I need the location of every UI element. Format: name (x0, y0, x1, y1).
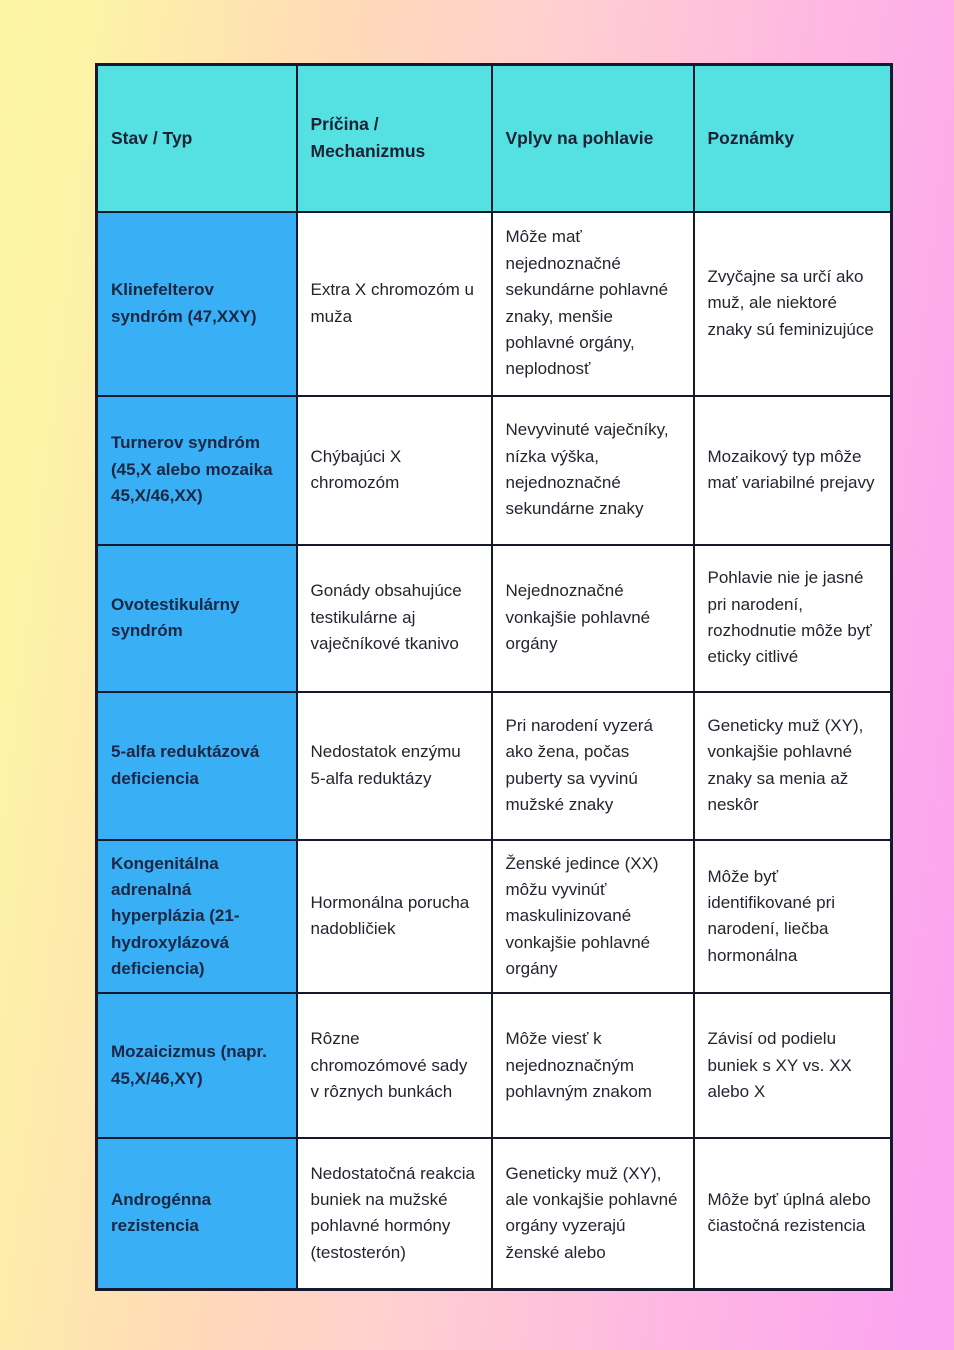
table-row (97, 840, 892, 994)
cell-vplyv: Pri narodení vyzerá ako žena, počas puberty sa vyvinú mužské znaky (492, 692, 694, 840)
cell-pricina: Rôzne chromozómové sady v rôznych bunkách (297, 993, 492, 1138)
cell-pricina: Chýbajúci X chromozóm (297, 396, 492, 545)
column-header-stav-typ: Stav / Typ (97, 65, 297, 212)
row-header-cell: Mozaicizmus (napr. 45,X/46,XY) (97, 993, 297, 1138)
row-header-cell: Androgénna rezistencia (97, 1138, 297, 1289)
cell-vplyv: Ženské jedince (XX) môžu vyvinúť maskulinizované vonkajšie pohlavné orgány (492, 840, 694, 994)
cell-vplyv: Nejednoznačné vonkajšie pohlavné orgány (492, 545, 694, 692)
cell-poznamky: Môže byť identifikované pri narodení, liečba hormonálna (694, 840, 892, 994)
cell-poznamky: Geneticky muž (XY), vonkajšie pohlavné znaky sa menia až neskôr (694, 692, 892, 840)
row-header-cell: 5-alfa reduktázová deficiencia (97, 692, 297, 840)
column-header-poznamky: Poznámky (694, 65, 892, 212)
row-header-cell: Turnerov syndróm (45,X alebo mozaika 45,X/46,XX) (97, 396, 297, 545)
cell-poznamky: Pohlavie nie je jasné pri narodení, rozhodnutie môže byť eticky citlivé (694, 545, 892, 692)
table-row (97, 692, 892, 840)
cell-poznamky: Mozaikový typ môže mať variabilné prejavy (694, 396, 892, 545)
column-header-pricina-mechanizmus: Príčina / Mechanizmus (297, 65, 492, 212)
conditions-table-container (95, 63, 890, 1286)
cell-poznamky: Závisí od podielu buniek s XY vs. XX alebo X (694, 993, 892, 1138)
table-row (97, 545, 892, 692)
dsd-conditions-table (95, 63, 893, 1291)
row-header-cell: Kongenitálna adrenalná hyperplázia (21-hydroxylázová deficiencia) (97, 840, 297, 994)
column-header-vplyv-na-pohlavie: Vplyv na pohlavie (492, 65, 694, 212)
row-header-cell: Ovotestikulárny syndróm (97, 545, 297, 692)
cell-vplyv: Geneticky muž (XY), ale vonkajšie pohlavné orgány vyzerajú ženské alebo (492, 1138, 694, 1289)
cell-poznamky: Môže byť úplná alebo čiastočná rezistencia (694, 1138, 892, 1289)
cell-pricina: Extra X chromozóm u muža (297, 212, 492, 396)
cell-vplyv: Môže mať nejednoznačné sekundárne pohlavné znaky, menšie pohlavné orgány, neplodnosť (492, 212, 694, 396)
table-row (97, 993, 892, 1138)
cell-pricina: Hormonálna porucha nadobličiek (297, 840, 492, 994)
table-header-row (97, 65, 892, 212)
table-row (97, 212, 892, 396)
cell-vplyv: Môže viesť k nejednoznačným pohlavným znakom (492, 993, 694, 1138)
cell-pricina: Gonády obsahujúce testikulárne aj vaječníkové tkanivo (297, 545, 492, 692)
cell-vplyv: Nevyvinuté vaječníky, nízka výška, nejednoznačné sekundárne znaky (492, 396, 694, 545)
cell-pricina: Nedostatok enzýmu 5-alfa reduktázy (297, 692, 492, 840)
row-header-cell: Klinefelterov syndróm (47,XXY) (97, 212, 297, 396)
cell-pricina: Nedostatočná reakcia buniek na mužské pohlavné hormóny (testosterón) (297, 1138, 492, 1289)
table-row (97, 396, 892, 545)
table-row (97, 1138, 892, 1289)
cell-poznamky: Zvyčajne sa určí ako muž, ale niektoré znaky sú feminizujúce (694, 212, 892, 396)
